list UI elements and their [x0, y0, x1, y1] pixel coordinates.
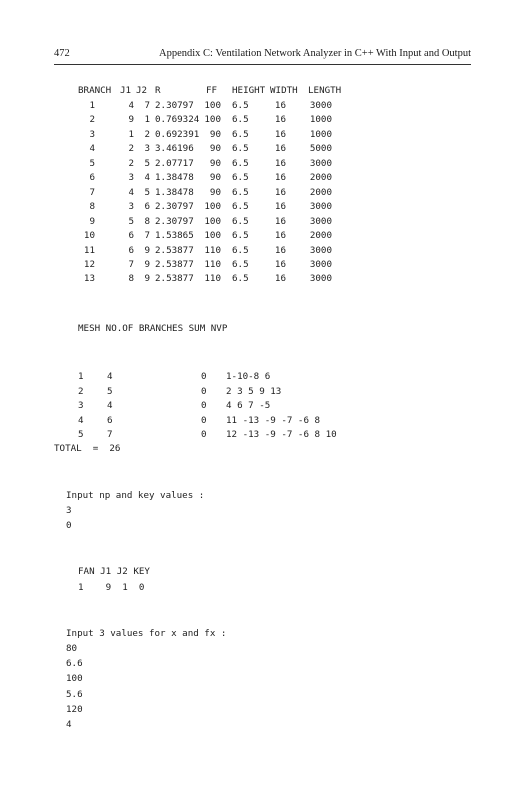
fan-table-header: FAN J1 J2 KEY	[78, 566, 150, 577]
mesh-cell: 5	[78, 429, 84, 440]
branch-cell: 5	[144, 157, 150, 169]
branch-cell: 10	[83, 230, 95, 242]
branch-cell: 16	[274, 172, 286, 184]
branch-cell: 2.30797	[155, 201, 194, 213]
branch-cell: 16	[274, 273, 286, 285]
branch-cell: 1.38478	[155, 172, 194, 184]
branch-cell: 5	[128, 215, 134, 227]
branch-cell: 3000	[309, 157, 332, 169]
branch-col-header: FF	[206, 85, 218, 96]
mesh-cell: 0	[201, 414, 207, 426]
branch-cell: 6.5	[232, 215, 249, 227]
branch-cell: 16	[274, 201, 286, 213]
mesh-cell: 12 -13 -9 -7 -6 8 10	[226, 429, 337, 440]
mesh-table-header: MESH NO.OF BRANCHES SUM NVP	[78, 323, 228, 334]
branch-cell: 3000	[309, 100, 332, 111]
branch-cell: 6.5	[232, 128, 249, 140]
branch-cell: 6.5	[232, 186, 249, 198]
branch-cell: 4	[144, 172, 150, 184]
branch-cell: 9	[128, 114, 134, 126]
branch-cell: 100	[204, 230, 221, 242]
branch-col-header: WIDTH	[270, 85, 298, 96]
branch-cell: 2.07717	[155, 157, 194, 169]
branch-cell: 6	[89, 172, 95, 184]
fx-value: 120	[66, 703, 83, 715]
branch-cell: 3000	[309, 215, 332, 227]
branch-cell: 16	[274, 215, 286, 227]
branch-col-header: LENGTH	[308, 85, 342, 96]
branch-cell: 90	[209, 172, 221, 184]
branch-cell: 90	[209, 128, 221, 140]
branch-cell: 3.46196	[155, 143, 194, 155]
mesh-cell: 0	[201, 371, 207, 382]
branch-cell: 100	[204, 100, 221, 111]
mesh-cell: 6	[107, 414, 113, 426]
branch-col-header: J2	[136, 85, 148, 96]
mesh-cell: 2 3 5 9 13	[226, 385, 282, 397]
np-input-prompt: Input np and key values :	[66, 490, 205, 501]
branch-cell: 5	[144, 186, 150, 198]
branch-cell: 3000	[309, 244, 332, 256]
branch-cell: 100	[204, 201, 221, 213]
branch-cell: 6.5	[232, 273, 249, 285]
branch-cell: 1000	[309, 114, 332, 126]
branch-cell: 6	[144, 201, 150, 213]
branch-cell: 6	[128, 244, 134, 256]
branch-cell: 3	[128, 201, 134, 213]
branch-cell: 2	[128, 157, 134, 169]
branch-cell: 2000	[309, 172, 332, 184]
mesh-cell: 3	[78, 400, 84, 411]
branch-cell: 5	[89, 157, 95, 169]
branch-cell: 2.53877	[155, 258, 194, 270]
fx-value: 4	[66, 719, 72, 730]
branch-cell: 16	[274, 114, 286, 126]
mesh-cell: 0	[201, 429, 207, 440]
branch-cell: 90	[209, 186, 221, 198]
fx-input-prompt: Input 3 values for x and fx :	[66, 628, 227, 639]
mesh-cell: 4	[107, 400, 113, 411]
branch-cell: 2000	[309, 186, 332, 198]
branch-cell: 6.5	[232, 258, 249, 270]
fx-value: 5.6	[66, 688, 83, 700]
mesh-cell: 4	[107, 371, 113, 382]
branch-cell: 16	[274, 100, 286, 111]
mesh-cell: 4	[78, 414, 84, 426]
fx-value: 100	[66, 673, 83, 685]
mesh-cell: 2	[78, 385, 84, 397]
branch-col-header: HEIGHT	[232, 85, 266, 96]
branch-cell: 7	[144, 100, 150, 111]
branch-cell: 1	[128, 128, 134, 140]
np-value: 0	[66, 520, 72, 531]
branch-cell: 6.5	[232, 114, 249, 126]
running-header	[54, 48, 471, 64]
branch-cell: 9	[89, 215, 95, 227]
branch-cell: 7	[128, 258, 134, 270]
branch-cell: 4	[128, 100, 134, 111]
branch-cell: 9	[144, 258, 150, 270]
branch-cell: 110	[204, 273, 221, 285]
branch-cell: 90	[209, 143, 221, 155]
np-value: 3	[66, 505, 72, 516]
branch-cell: 8	[89, 201, 95, 213]
branch-cell: 3000	[309, 201, 332, 213]
branch-col-header: R	[155, 85, 161, 96]
mesh-cell: 0	[201, 385, 207, 397]
fan-table-row: 1 9 1 0	[78, 582, 145, 593]
mesh-cell: 5	[107, 385, 113, 397]
branch-cell: 9	[144, 244, 150, 256]
branch-cell: 6.5	[232, 230, 249, 242]
branch-cell: 90	[209, 157, 221, 169]
mesh-cell: 4 6 7 -5	[226, 400, 271, 411]
branch-cell: 6.5	[232, 244, 249, 256]
branch-cell: 1	[89, 100, 95, 111]
branch-cell: 2	[89, 114, 95, 126]
branch-cell: 1	[144, 114, 150, 126]
branch-cell: 13	[83, 273, 95, 285]
branch-cell: 6.5	[232, 201, 249, 213]
branch-cell: 7	[144, 230, 150, 242]
branch-cell: 110	[204, 258, 221, 270]
mesh-cell: 1	[78, 371, 84, 382]
branch-cell: 16	[274, 157, 286, 169]
branch-cell: 3	[128, 172, 134, 184]
branch-cell: 1.53865	[155, 230, 194, 242]
branch-cell: 2.30797	[155, 215, 194, 227]
branch-cell: 1.38478	[155, 186, 194, 198]
branch-cell: 2.53877	[155, 273, 194, 285]
branch-cell: 5000	[309, 143, 332, 155]
branch-cell: 2.30797	[155, 100, 194, 111]
mesh-cell: 7	[107, 429, 113, 440]
branch-col-header: J1	[120, 85, 132, 96]
branch-cell: 2	[128, 143, 134, 155]
branch-cell: 0.692391	[155, 128, 200, 140]
fx-value: 80	[66, 643, 78, 654]
branch-cell: 110	[204, 244, 221, 256]
branch-cell: 16	[274, 128, 286, 140]
branch-cell: 8	[144, 215, 150, 227]
branch-col-header: BRANCH	[78, 85, 112, 96]
header-rule	[54, 64, 471, 65]
branch-cell: 100	[204, 215, 221, 227]
branch-cell: 3	[144, 143, 150, 155]
fx-value: 6.6	[66, 658, 83, 670]
branch-cell: 4	[128, 186, 134, 198]
branch-cell: 9	[144, 273, 150, 285]
mesh-cell: 0	[201, 400, 207, 411]
branch-cell: 6	[128, 230, 134, 242]
mesh-cell: 1-10-8 6	[226, 371, 271, 382]
branch-cell: 2.53877	[155, 244, 194, 256]
branch-cell: 16	[274, 143, 286, 155]
mesh-cell: 11 -13 -9 -7 -6 8	[226, 414, 321, 426]
page-number: 472	[54, 48, 70, 59]
branch-cell: 16	[274, 244, 286, 256]
branch-cell: 0.769324	[155, 114, 200, 126]
branch-cell: 3	[89, 128, 95, 140]
branch-cell: 2	[144, 128, 150, 140]
branch-cell: 16	[274, 258, 286, 270]
branch-cell: 1000	[309, 128, 332, 140]
branch-cell: 3000	[309, 258, 332, 270]
branch-cell: 6.5	[232, 172, 249, 184]
branch-cell: 2000	[309, 230, 332, 242]
branch-cell: 16	[274, 230, 286, 242]
branch-cell: 6.5	[232, 143, 249, 155]
branch-cell: 6.5	[232, 157, 249, 169]
branch-cell: 4	[89, 143, 95, 155]
branch-cell: 6.5	[232, 100, 249, 111]
branch-cell: 8	[128, 273, 134, 285]
branch-cell: 16	[274, 186, 286, 198]
running-title: Appendix C: Ventilation Network Analyzer in C++ With Input and Output	[159, 48, 471, 59]
branch-cell: 11	[83, 244, 95, 256]
branch-cell: 7	[89, 186, 95, 198]
mesh-total: TOTAL = 26	[54, 443, 121, 454]
branch-cell: 3000	[309, 273, 332, 285]
branch-cell: 12	[83, 258, 95, 270]
branch-cell: 100	[204, 114, 221, 126]
